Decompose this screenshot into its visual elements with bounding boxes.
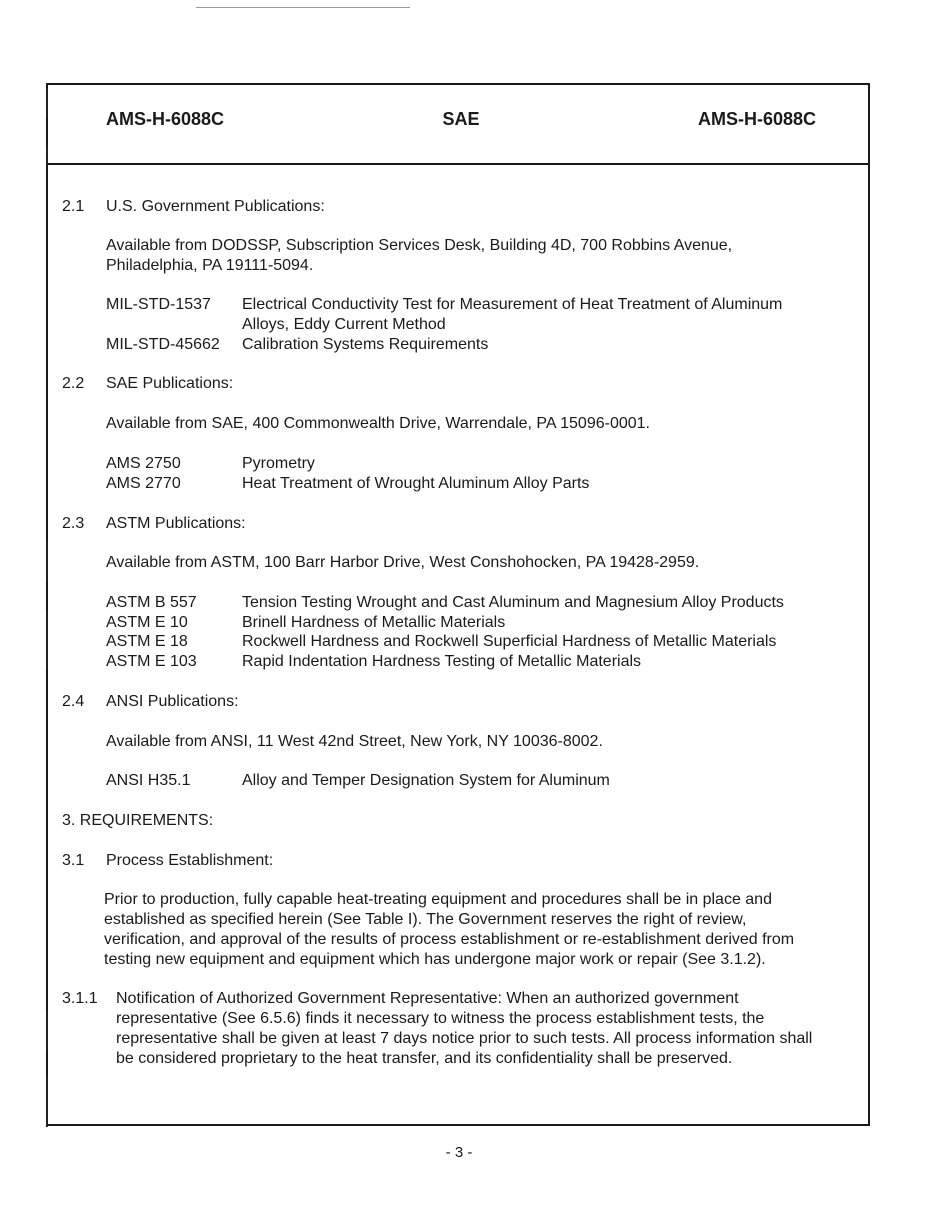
paragraph-line: established as specified herein (See Table I). The Government reserves the right of review,: [104, 911, 747, 928]
reference-title: Rockwell Hardness and Rockwell Superficial Hardness of Metallic Materials: [242, 633, 777, 650]
section-title: SAE Publications:: [106, 375, 234, 392]
section-title: U.S. Government Publications:: [106, 198, 325, 215]
reference-code: ASTM E 10: [106, 614, 188, 631]
reference-title: Tension Testing Wrought and Cast Aluminum and Magnesium Alloy Products: [242, 594, 784, 611]
paragraph-line: representative (See 6.5.6) finds it necessary to witness the process establishment tests, the: [116, 1010, 765, 1027]
section-number: 2.1: [62, 198, 85, 215]
paragraph-line: verification, and approval of the results of process establishment or re-establishment derived from: [104, 931, 795, 948]
margin-bar: [46, 145, 48, 165]
reference-code: ASTM E 103: [106, 653, 197, 670]
section-number: 2.2: [62, 375, 85, 392]
header-doc-id-right: AMS-H-6088C: [698, 109, 817, 129]
paragraph-line: Prior to production, fully capable heat-treating equipment and procedures shall be in place and: [104, 891, 772, 908]
reference-title: Rapid Indentation Hardness Testing of Metallic Materials: [242, 653, 642, 670]
scan-top-line: [196, 7, 410, 8]
reference-code: AMS 2770: [106, 475, 181, 492]
reference-code: AMS 2750: [106, 455, 181, 472]
margin-bar: [46, 1010, 48, 1050]
reference-title: Electrical Conductivity Test for Measurement of Heat Treatment of Aluminum: [242, 296, 783, 313]
paragraph-line: be considered proprietary to the heat transfer, and its confidentiality shall be preserved.: [116, 1050, 733, 1067]
section-title: Process Establishment:: [106, 852, 274, 869]
margin-bar: [46, 610, 48, 670]
availability-text: Available from DODSSP, Subscription Services Desk, Building 4D, 700 Robbins Avenue,: [106, 237, 733, 254]
margin-bar: [46, 1075, 48, 1127]
section-number: 3.1.1: [62, 990, 98, 1007]
section-heading: 3. REQUIREMENTS:: [62, 812, 214, 829]
reference-code: MIL-STD-1537: [106, 296, 211, 313]
margin-bar: [46, 540, 48, 582]
header-rule: [46, 163, 870, 165]
reference-title: Calibration Systems Requirements: [242, 336, 489, 353]
availability-text: Available from SAE, 400 Commonwealth Drive, Warrendale, PA 15096-0001.: [106, 415, 650, 432]
reference-title: Brinell Hardness of Metallic Materials: [242, 614, 506, 631]
section-title: ANSI Publications:: [106, 693, 239, 710]
reference-title: Pyrometry: [242, 455, 315, 472]
header-org: SAE: [442, 109, 480, 129]
paragraph-line: Notification of Authorized Government Representative: When an authorized government: [116, 990, 739, 1007]
paragraph-line: representative shall be given at least 7 days notice prior to such tests. All process information shall: [116, 1030, 813, 1047]
section-title: ASTM Publications:: [106, 515, 246, 532]
availability-text: Available from ANSI, 11 West 42nd Street, New York, NY 10036-8002.: [106, 733, 603, 750]
section-number: 3.1: [62, 852, 85, 869]
availability-text: Available from ASTM, 100 Barr Harbor Drive, West Conshohocken, PA 19428-2959.: [106, 554, 700, 571]
reference-title: Alloy and Temper Designation System for Aluminum: [242, 772, 610, 789]
page-number: - 3 -: [445, 1144, 473, 1161]
reference-title: Heat Treatment of Wrought Aluminum Alloy Parts: [242, 475, 590, 492]
section-number: 2.4: [62, 693, 85, 710]
reference-code: MIL-STD-45662: [106, 336, 220, 353]
reference-code: ANSI H35.1: [106, 772, 191, 789]
reference-code: ASTM B 557: [106, 594, 197, 611]
paragraph-line: testing new equipment and equipment which has undergone major work or repair (See 3.1.2).: [104, 951, 766, 968]
reference-code: ASTM E 18: [106, 633, 188, 650]
header-doc-id-left: AMS-H-6088C: [106, 109, 225, 129]
section-number: 2.3: [62, 515, 85, 532]
reference-title: Alloys, Eddy Current Method: [242, 316, 446, 333]
availability-text: Philadelphia, PA 19111-5094.: [106, 257, 314, 274]
